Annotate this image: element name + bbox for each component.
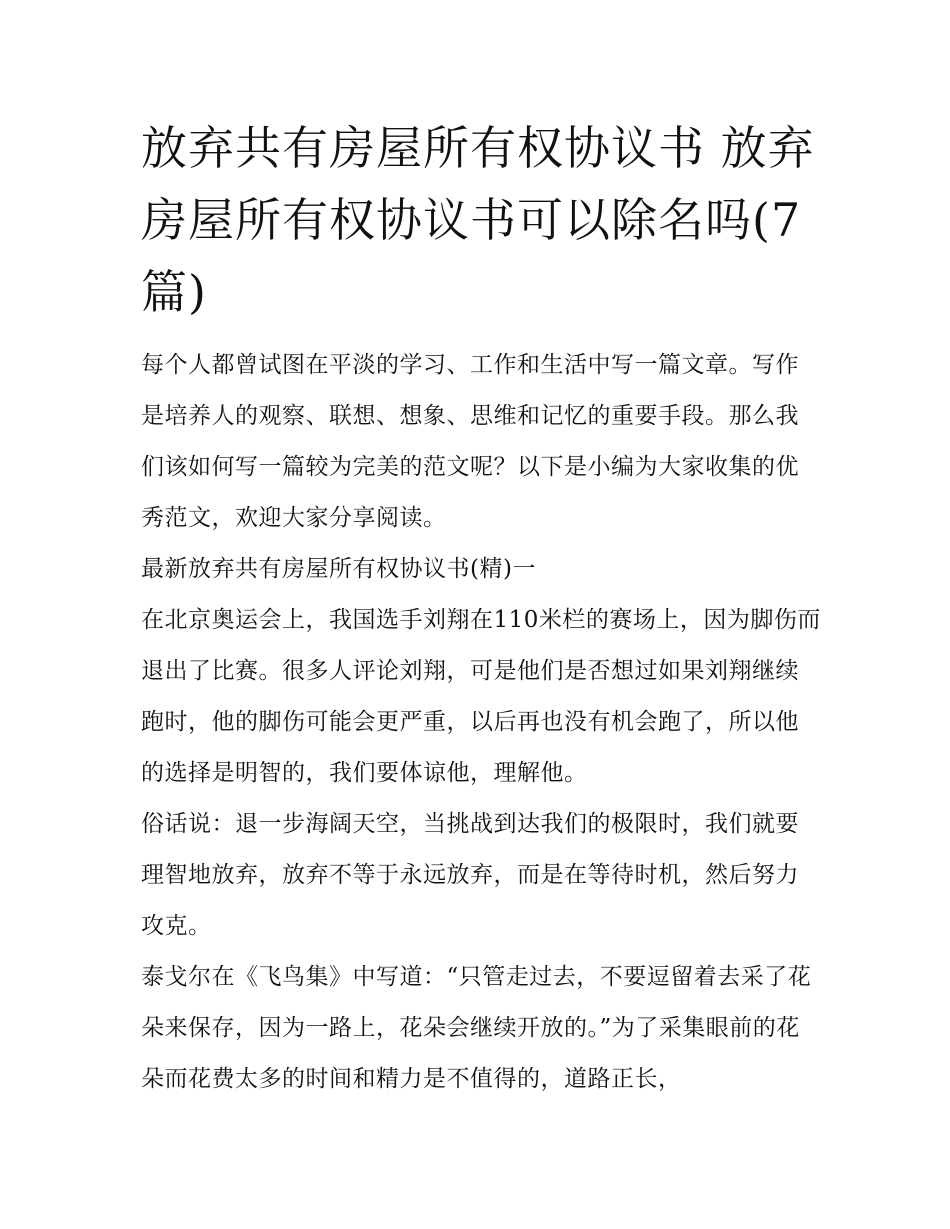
document-body xyxy=(141,112,821,1105)
section-heading: 最新放弃共有房屋所有权协议书(精)一 xyxy=(141,556,536,582)
body-paragraph: 泰戈尔在《飞鸟集》中写道：“只管走过去，不要逗留着去采了花朵来保存，因为一路上，花朵会继续开放的。”为了采集眼前的花朵而花费太多的时间和精力是不值得的，道路正长， xyxy=(141,964,812,1092)
document-title: 放弃共有房屋所有权协议书 放弃房屋所有权协议书可以除名吗(7篇) xyxy=(141,121,815,319)
body-paragraph: 俗话说：退一步海阔天空，当挑战到达我们的极限时，我们就要理智地放弃，放弃不等于永远放弃，而是在等待时机，然后努力攻克。 xyxy=(141,811,799,939)
body-paragraph: 在北京奥运会上，我国选手刘翔在110米栏的赛场上，因为脚伤而退出了比赛。很多人评论刘翔，可是他们是否想过如果刘翔继续跑时，他的脚伤可能会更严重，以后再也没有机会跑了，所以他的选择是明智的，我们要体谅他，理解他。 xyxy=(141,607,821,786)
intro-paragraph: 每个人都曾试图在平淡的学习、工作和生活中写一篇文章。写作是培养人的观察、联想、想象、思维和记忆的重要手段。那么我们该如何写一篇较为完美的范文呢？以下是小编为大家收集的优秀范文，欢迎大家分享阅读。 xyxy=(141,352,799,531)
